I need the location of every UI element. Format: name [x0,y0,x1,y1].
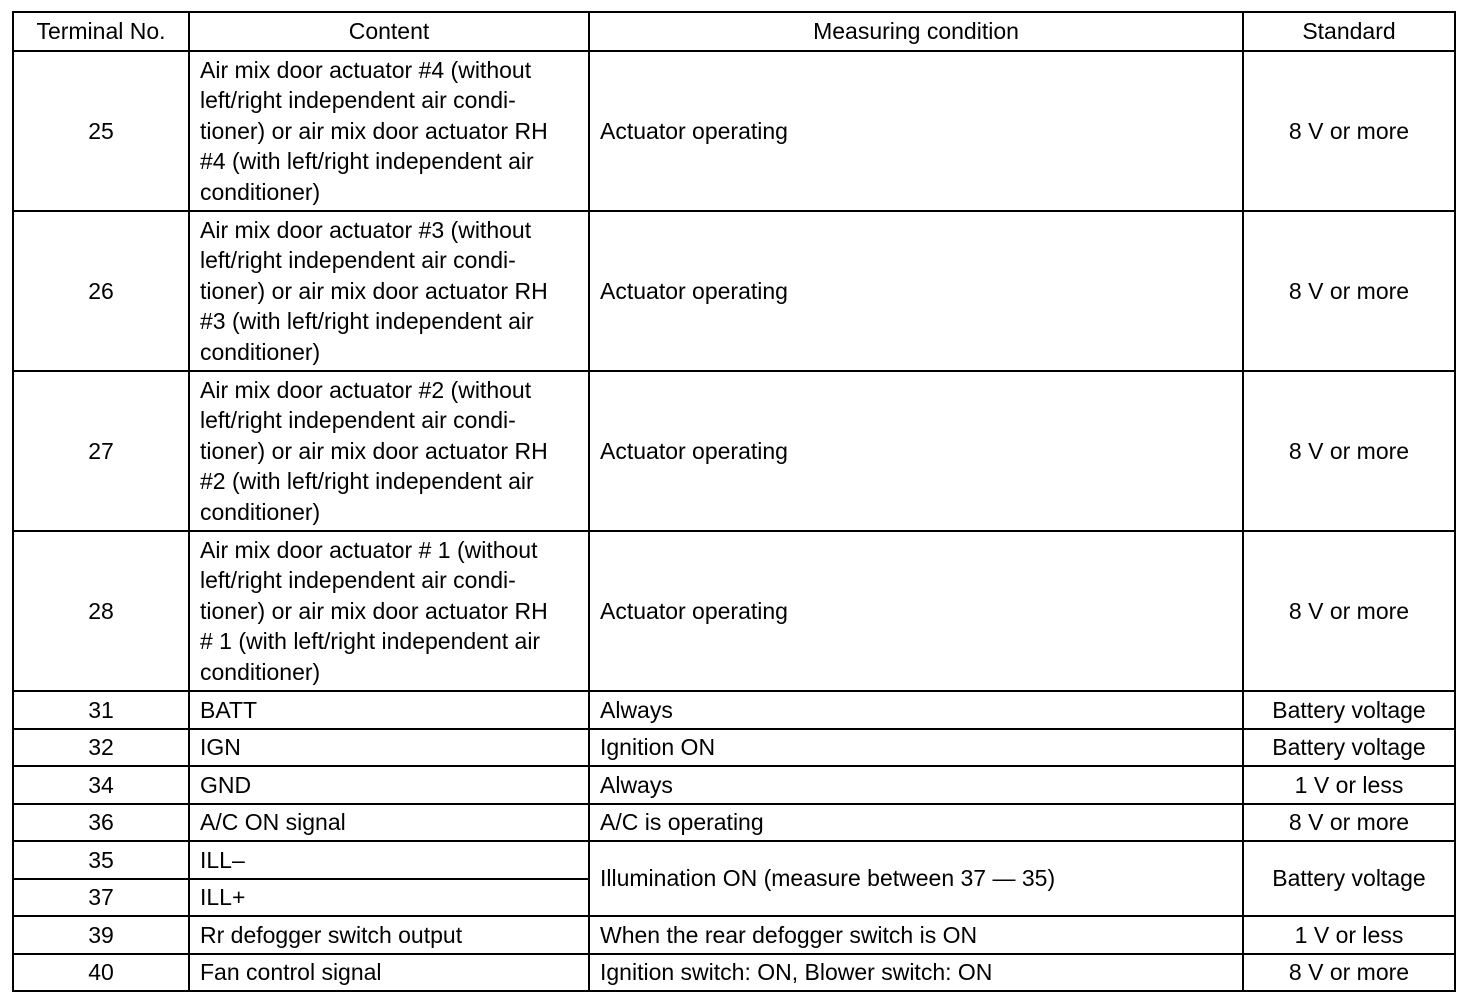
terminal-number: 37 [13,879,189,917]
table-row [13,841,1455,879]
terminal-number: 35 [13,841,189,879]
table-row [13,531,1455,691]
terminal-number: 34 [13,766,189,804]
measuring-condition: Ignition ON [589,729,1243,767]
content-line: left/right independent air condi- [200,407,516,434]
content-line: left/right independent air condi- [200,87,516,114]
table-row [13,729,1455,767]
standard-value: 8 V or more [1243,371,1455,531]
content-line: tioner) or air mix door actuator RH [200,117,548,144]
content-cell: A/C ON signal [189,804,589,842]
terminal-number: 27 [13,371,189,531]
terminal-number: 26 [13,211,189,371]
standard-value: 8 V or more [1243,531,1455,691]
standard-value: Battery voltage [1243,691,1455,729]
terminal-number: 32 [13,729,189,767]
content-line: conditioner) [200,498,321,525]
measuring-condition: Illumination ON (measure between 37 — 35) [589,841,1243,916]
measuring-condition: Always [589,766,1243,804]
content-line: conditioner) [200,178,321,205]
table-row [13,766,1455,804]
header-content: Content [189,12,589,51]
content-line: #2 (with left/right independent air [200,468,534,495]
content-cell: ILL+ [189,879,589,917]
measuring-condition: Always [589,691,1243,729]
header-standard: Standard [1243,12,1455,51]
table-row [13,804,1455,842]
terminal-number: 28 [13,531,189,691]
content-line: #4 (with left/right independent air [200,148,534,175]
content-line: tioner) or air mix door actuator RH [200,597,548,624]
measuring-condition: Actuator operating [589,371,1243,531]
terminal-spec-table [12,11,1456,992]
content-cell [189,51,589,211]
standard-value: 1 V or less [1243,916,1455,954]
terminal-number: 40 [13,954,189,992]
measuring-condition: Actuator operating [589,51,1243,211]
table-row [13,371,1455,531]
content-line: conditioner) [200,338,321,365]
standard-value: 8 V or more [1243,51,1455,211]
content-cell: BATT [189,691,589,729]
content-cell: Fan control signal [189,954,589,992]
standard-value: 8 V or more [1243,211,1455,371]
table-row [13,691,1455,729]
content-line: conditioner) [200,658,321,685]
standard-value: 8 V or more [1243,954,1455,992]
header-measuring-condition: Measuring condition [589,12,1243,51]
content-cell: ILL– [189,841,589,879]
standard-value: 8 V or more [1243,804,1455,842]
header-terminal-no: Terminal No. [13,12,189,51]
content-cell [189,371,589,531]
standard-value: Battery voltage [1243,841,1455,916]
measuring-condition: Ignition switch: ON, Blower switch: ON [589,954,1243,992]
table-row [13,51,1455,211]
content-cell: GND [189,766,589,804]
terminal-number: 31 [13,691,189,729]
content-cell: IGN [189,729,589,767]
measuring-condition: When the rear defogger switch is ON [589,916,1243,954]
content-line: tioner) or air mix door actuator RH [200,437,548,464]
content-cell: Rr defogger switch output [189,916,589,954]
terminal-number: 25 [13,51,189,211]
content-line: Air mix door actuator #3 (without [200,216,532,243]
measuring-condition: Actuator operating [589,211,1243,371]
table-row [13,211,1455,371]
content-cell [189,531,589,691]
standard-value: Battery voltage [1243,729,1455,767]
standard-value: 1 V or less [1243,766,1455,804]
content-line: Air mix door actuator # 1 (without [200,536,538,563]
content-line: # 1 (with left/right independent air [200,628,541,655]
terminal-number: 39 [13,916,189,954]
terminal-number: 36 [13,804,189,842]
content-line: Air mix door actuator #4 (without [200,56,532,83]
table-header-row [13,12,1455,51]
table-row [13,954,1455,992]
measuring-condition: A/C is operating [589,804,1243,842]
content-line: #3 (with left/right independent air [200,308,534,335]
content-cell [189,211,589,371]
content-line: tioner) or air mix door actuator RH [200,277,548,304]
table-row [13,916,1455,954]
content-line: left/right independent air condi- [200,247,516,274]
content-line: left/right independent air condi- [200,567,516,594]
measuring-condition: Actuator operating [589,531,1243,691]
content-line: Air mix door actuator #2 (without [200,376,532,403]
